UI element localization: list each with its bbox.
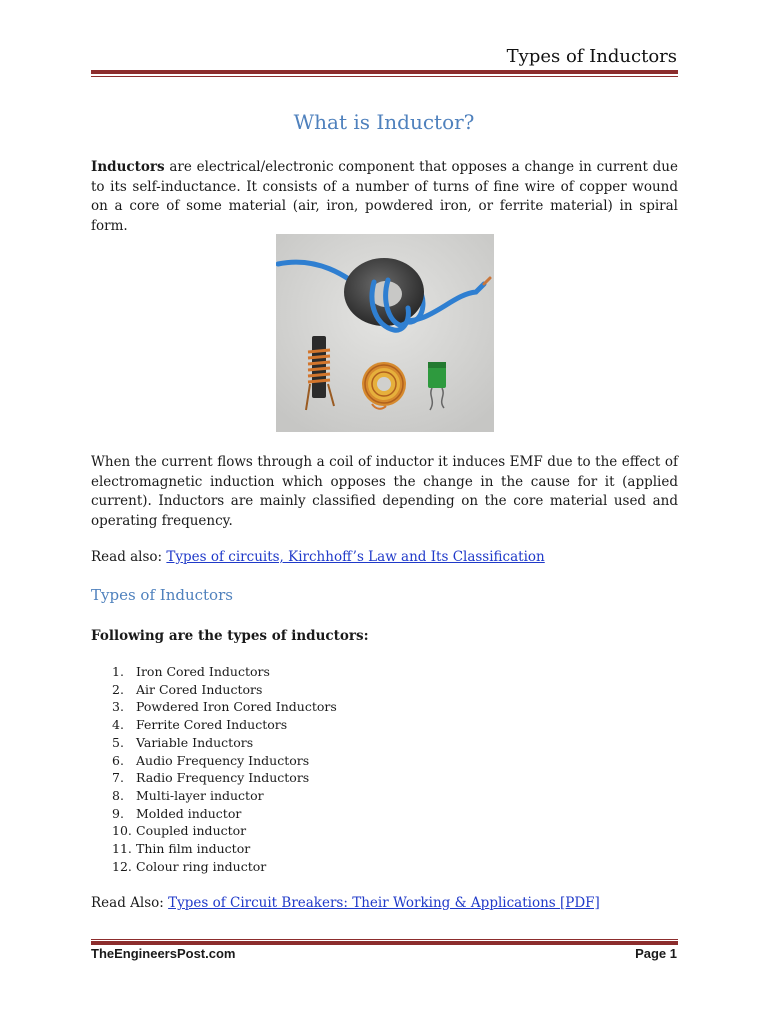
list-item xyxy=(112,840,337,858)
list-item xyxy=(112,752,337,770)
list-number: 10. xyxy=(112,823,132,839)
list-number: 7. xyxy=(112,770,124,786)
list-number: 11. xyxy=(112,841,132,857)
header-rule-thin xyxy=(91,76,678,77)
read-also-1 xyxy=(91,549,545,565)
list-number: 2. xyxy=(112,681,124,697)
list-item xyxy=(112,698,337,716)
list-item xyxy=(112,805,337,823)
inductors-photo-illustration xyxy=(276,234,494,432)
list-item xyxy=(112,663,337,681)
list-intro: Following are the types of inductors: xyxy=(91,628,369,644)
list-label: Thin film inductor xyxy=(136,841,251,857)
intro-text: are electrical/electronic component that opposes a change in current due to its self-inductance. It consists of a number of turns of fine wire of copper wound on a core of some material (air, iron, powdered iron, or ferrite material) in spiral form. xyxy=(91,159,678,234)
types-list xyxy=(112,663,337,875)
list-item xyxy=(112,769,337,787)
list-number: 4. xyxy=(112,717,124,733)
list-item xyxy=(112,681,337,699)
footer-rule-thin xyxy=(91,939,678,940)
header-rule-thick xyxy=(91,70,678,74)
page-title: What is Inductor? xyxy=(293,110,475,134)
list-number: 5. xyxy=(112,734,124,750)
list-label: Ferrite Cored Inductors xyxy=(136,717,288,733)
list-number: 6. xyxy=(112,752,124,768)
read-also-2-prefix: Read Also: xyxy=(91,895,169,911)
list-item xyxy=(112,822,337,840)
footer-page-number: Page 1 xyxy=(635,946,677,961)
list-item xyxy=(112,734,337,752)
circuit-breakers-link[interactable]: Types of Circuit Breakers: Their Working & Applications [PDF] xyxy=(168,895,600,911)
intro-bold-term: Inductors xyxy=(91,159,165,175)
header-title: Types of Inductors xyxy=(506,46,677,67)
list-label: Colour ring inductor xyxy=(136,858,267,874)
kirchhoff-link[interactable]: Types of circuits, Kirchhoff’s Law and Its Classification xyxy=(166,549,545,565)
section-heading: Types of Inductors xyxy=(91,586,233,604)
emf-paragraph: When the current flows through a coil of inductor it induces EMF due to the effect of electromagnetic induction which opposes the change in the cause for it (applied current). Inductors are mainly classified depending on the core material used and operating frequency. xyxy=(91,454,678,529)
list-number: 3. xyxy=(112,699,124,715)
list-item xyxy=(112,787,337,805)
inductors-photo xyxy=(276,234,494,432)
list-label: Iron Cored Inductors xyxy=(136,664,270,679)
list-item xyxy=(112,716,337,734)
list-item xyxy=(112,858,337,876)
read-also-2 xyxy=(91,895,600,911)
list-label: Molded inductor xyxy=(136,805,242,821)
list-label: Radio Frequency Inductors xyxy=(136,770,310,786)
footer-rule-thick xyxy=(91,941,678,945)
list-label: Coupled inductor xyxy=(136,823,247,839)
list-number: 1. xyxy=(112,664,124,679)
list-label: Air Cored Inductors xyxy=(136,681,263,697)
list-label: Multi-layer inductor xyxy=(136,787,264,803)
intro-paragraph xyxy=(91,158,678,236)
list-number: 12. xyxy=(112,858,132,874)
read-also-1-prefix: Read also: xyxy=(91,549,167,565)
list-number: 8. xyxy=(112,787,124,803)
list-label: Powdered Iron Cored Inductors xyxy=(136,699,337,715)
list-label: Variable Inductors xyxy=(136,734,254,750)
list-number: 9. xyxy=(112,805,124,821)
list-label: Audio Frequency Inductors xyxy=(136,752,310,768)
footer-site: TheEngineersPost.com xyxy=(91,946,236,961)
